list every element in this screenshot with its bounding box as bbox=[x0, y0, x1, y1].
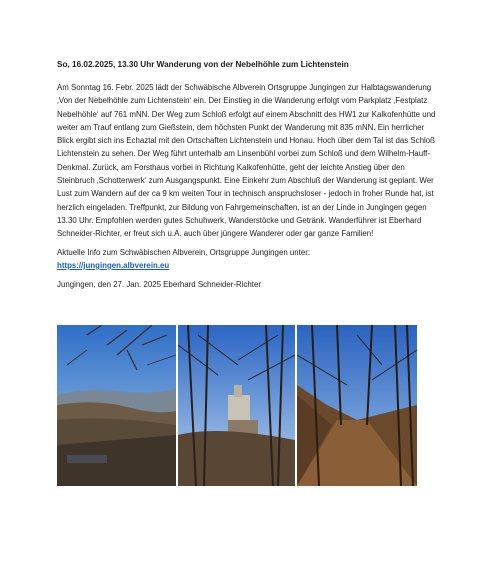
photo-castle-through-trees bbox=[178, 325, 295, 486]
signature-line: Jungingen, den 27. Jan. 2025 Eberhard Schneider-Richter bbox=[57, 280, 261, 290]
info-paragraph bbox=[57, 246, 443, 273]
info-text: Aktuelle Info zum Schwäbischen Albverein, Ortsgruppe Jungingen unter: bbox=[57, 247, 311, 257]
event-heading: So, 16.02.2025, 13.30 Uhr Wanderung von der Nebelhöhle zum Lichtenstein bbox=[57, 60, 349, 69]
photo-forest-path bbox=[297, 325, 417, 486]
photo-strip bbox=[57, 325, 417, 486]
albverein-link[interactable]: https://jungingen.albverein.eu bbox=[57, 260, 170, 270]
event-description: Am Sonntag 16. Febr. 2025 lädt der Schwäbische Albverein Ortsgruppe Jungingen zur Halbtagswanderung ‚Von der Nebelhöhle zum Lichtenstein‘ ein. Der Einstieg in die Wanderung erfolgt vom Parkplatz ‚Festplatz Nebelhöhle‘ auf 761 mNN. Der Weg zum Schloß erfolgt auf einem Abschnitt des HW1 zur Kalkofenhütte und weiter am Trauf entlang zum Gießstein, dem höchsten Punkt der Wanderung mit 835 mNN. Ein herrlicher Blick ergibt sich ins Echaztal mit den Ortschaften Lichtenstein und Honau. Hoch über dem Tal ist das Schloß Lichtenstein zu sehen. Der Weg führt unterhalb am Linsenbühl vorbei zum Schloß und dem Wilhelm-Hauff-Denkmal. Zurück, am Forsthaus vorbei in Richtung Kalkofenhütte, geht der leichte Anstieg über den Steinbruch ‚Schotterwerk‘ zum Ausgangspunkt. Eine Einkehr zum Abschluß der Wanderung ist geplant. Wer Lust zum Wandern auf der ca 9 km weiten Tour in technisch anspruchsloser - jedoch in froher Runde hat, ist herzlich eingeladen. Treffpunkt, zur Bildung von Fahrgemeinschaften, ist an der Linde in Jungingen gegen 13.30 Uhr. Empfohlen werden gutes Schuhwerk, Wanderstöcke und Getränk. Wanderführer ist Eberhard Schneider-Richter, er freut sich u.A. auch über jüngere Wanderer oder gar ganze Familien! bbox=[57, 83, 436, 239]
document-body bbox=[57, 59, 443, 291]
photo-valley-view bbox=[57, 325, 176, 486]
